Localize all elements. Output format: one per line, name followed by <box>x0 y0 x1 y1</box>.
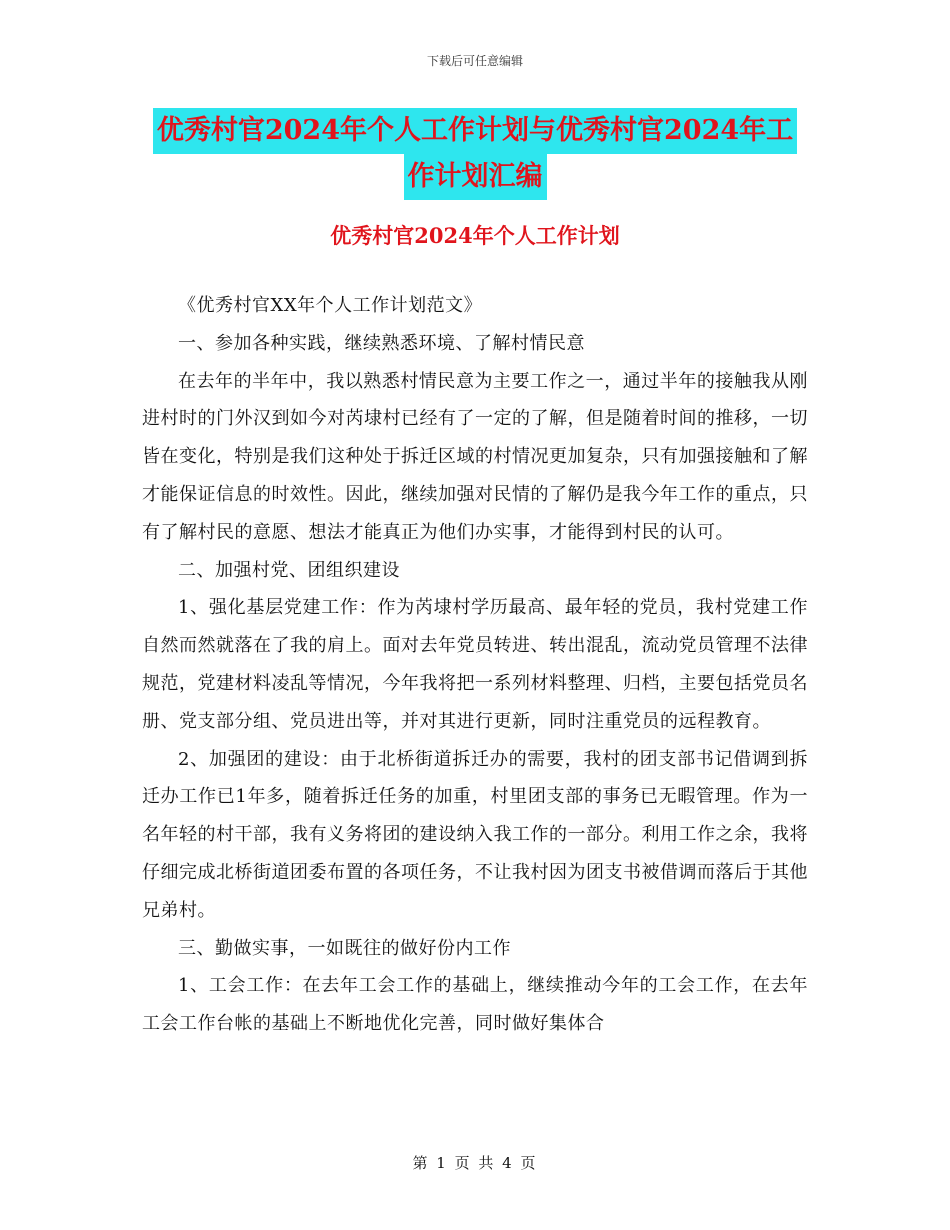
paragraph: 二、加强村党、团组织建设 <box>178 559 400 581</box>
section-subtitle: 优秀村官2024年个人工作计划 <box>330 223 620 248</box>
paragraph: 一、参加各种实践，继续熟悉环境、了解村情民意 <box>178 332 585 354</box>
title-line-1: 优秀村官2024年个人工作计划与优秀村官2024年工 <box>153 108 797 154</box>
header-note: 下载后可任意编辑 <box>426 54 523 68</box>
paragraph: 三、勤做实事，一如既往的做好份内工作 <box>178 937 511 959</box>
paragraph: 1、强化基层党建工作：作为芮埭村学历最高、最年轻的党员，我村党建工作自然而然就落在了我的肩上。面对去年党员转进、转出混乱，流动党员管理不法律规范，党建材料凌乱等情况，今年我将把一系列材料整理、归档，主要包括党员名册、党支部分组、党员进出等，并对其进行更新，同时注重党员的远程教育。 <box>142 597 808 732</box>
paragraph: 1、工会工作：在去年工会工作的基础上，继续推动今年的工会工作，在去年工会工作台帐的基础上不断地优化完善，同时做好集体合 <box>142 975 808 1035</box>
paragraph: 《优秀村官XX年个人工作计划范文》 <box>178 295 483 316</box>
page-footer: 第 1 页 共 4 页 <box>412 1154 538 1172</box>
paragraph: 2、加强团的建设：由于北桥街道拆迁办的需要，我村的团支部书记借调到拆迁办工作已1年多，随着拆迁任务的加重，村里团支部的事务已无暇管理。作为一名年轻的村干部，我有义务将团的建设纳入我工作的一部分。利用工作之余，我将仔细完成北桥街道团委布置的各项任务，不让我村因为团支书被借调而落后于其他兄弟村。 <box>142 748 808 921</box>
title-line-2: 作计划汇编 <box>404 154 547 200</box>
paragraph: 在去年的半年中，我以熟悉村情民意为主要工作之一，通过半年的接触我从刚进村时的门外汉到如今对芮埭村已经有了一定的了解，但是随着时间的推移，一切皆在变化，特别是我们这种处于拆迁区域的村情况更加复杂，只有加强接触和了解才能保证信息的时效性。因此，继续加强对民情的了解仍是我今年工作的重点，只有了解村民的意愿、想法才能真正为他们办实事，才能得到村民的认可。 <box>142 370 808 543</box>
body-text <box>142 287 808 1043</box>
document-title <box>140 108 810 200</box>
